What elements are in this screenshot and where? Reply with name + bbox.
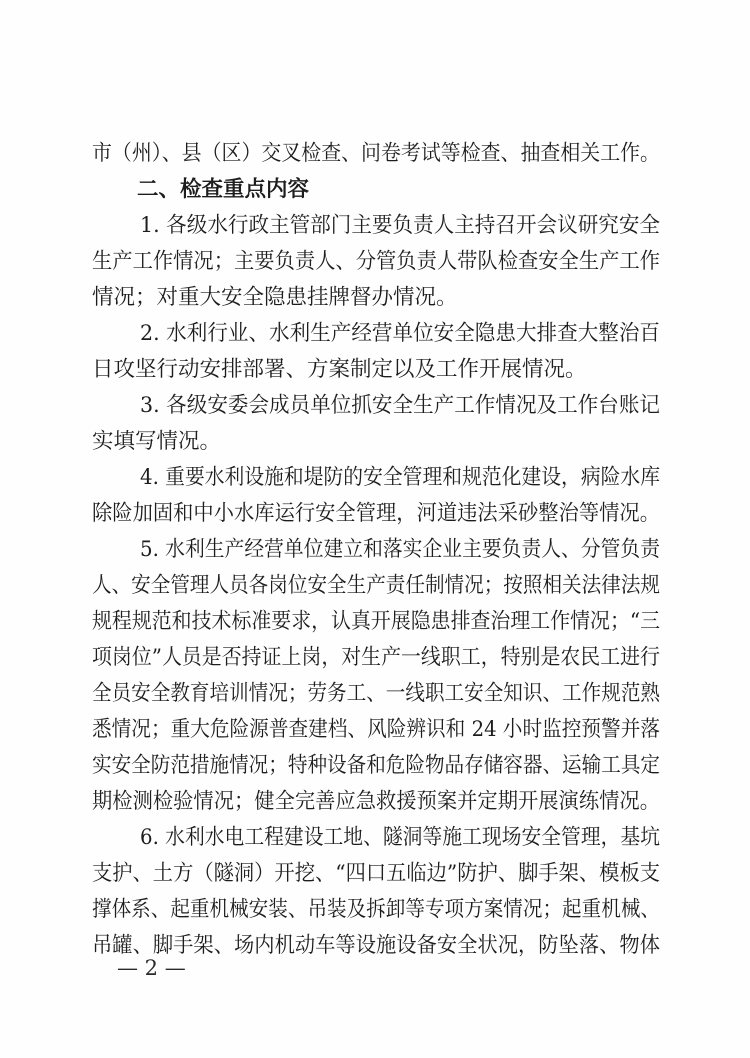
line-text: 4. 重要水利设施和堤防的安全管理和规范化建设，病险水库: [140, 465, 660, 490]
text-line: [0, 352, 750, 388]
text-line: [0, 136, 750, 172]
line-text: 5. 水利生产经营单位建立和落实企业主要负责人、分管负责: [140, 537, 660, 562]
line-text: 规程规范和技术标准要求，认真开展隐患排查治理工作情况；“三: [92, 609, 660, 634]
line-text: 6. 水利水电工程建设工地、隧洞等施工现场安全管理，基坑: [140, 825, 660, 850]
line-text: 市（州）、县（区）交叉检查、问卷考试等检查、抽查相关工作。: [92, 141, 660, 166]
text-line: [0, 568, 750, 604]
text-line: [0, 208, 750, 244]
line-text: 实安全防范措施情况；特种设备和危险物品存储容器、运输工具定: [92, 753, 660, 778]
heading-text: 二、检查重点内容: [137, 177, 310, 202]
line-text: 吊罐、脚手架、场内机动车等设施设备安全状况，防坠落、物体: [92, 933, 660, 958]
text-line: [0, 640, 750, 676]
line-text: 3. 各级安委会成员单位抓安全生产工作情况及工作台账记: [140, 393, 660, 418]
text-line: [0, 892, 750, 928]
line-text: 2. 水利行业、水利生产经营单位安全隐患大排查大整治百: [140, 321, 660, 346]
line-text: 支护、土方（隧洞）开挖、“四口五临边”防护、脚手架、模板支: [92, 861, 660, 886]
text-line: [0, 316, 750, 352]
text-line: [0, 424, 750, 460]
text-line: [0, 532, 750, 568]
line-text: 日攻坚行动安排部署、方案制定以及工作开展情况。: [92, 357, 587, 382]
text-line: [0, 244, 750, 280]
line-text: 生产工作情况；主要负责人、分管负责人带队检查安全生产工作: [92, 249, 660, 274]
text-line: [0, 388, 750, 424]
line-text: 项岗位”人员是否持证上岗，对生产一线职工，特别是农民工进行: [92, 645, 660, 670]
line-text: 人、安全管理人员各岗位安全生产责任制情况；按照相关法律法规: [92, 573, 660, 598]
line-text: 撑体系、起重机械安装、吊装及拆卸等专项方案情况；起重机械、: [92, 897, 660, 922]
text-line: [0, 784, 750, 820]
line-text: 期检测检验情况；健全完善应急救援预案并定期开展演练情况。: [92, 789, 660, 814]
line-text: 悉情况；重大危险源普查建档、风险辨识和 24 小时监控预警并落: [92, 717, 660, 742]
text-line: [0, 460, 750, 496]
text-line: [0, 820, 750, 856]
text-line: [0, 676, 750, 712]
text-line: [0, 856, 750, 892]
text-line: [0, 604, 750, 640]
line-text: 1. 各级水行政主管部门主要负责人主持召开会议研究安全: [140, 213, 660, 238]
line-text: 除险加固和中小水库运行安全管理，河道违法采砂整治等情况。: [92, 501, 660, 526]
line-text: 全员安全教育培训情况；劳务工、一线职工安全知识、工作规范熟: [92, 681, 660, 706]
line-text: 情况；对重大安全隐患挂牌督办情况。: [92, 285, 458, 310]
text-line: [0, 712, 750, 748]
text-line: [0, 496, 750, 532]
section-heading: [0, 172, 750, 208]
page-number: — 2 —: [117, 956, 186, 980]
text-line: [0, 748, 750, 784]
line-text: 实填写情况。: [92, 429, 222, 454]
text-line: [0, 928, 750, 964]
text-line: [0, 280, 750, 316]
